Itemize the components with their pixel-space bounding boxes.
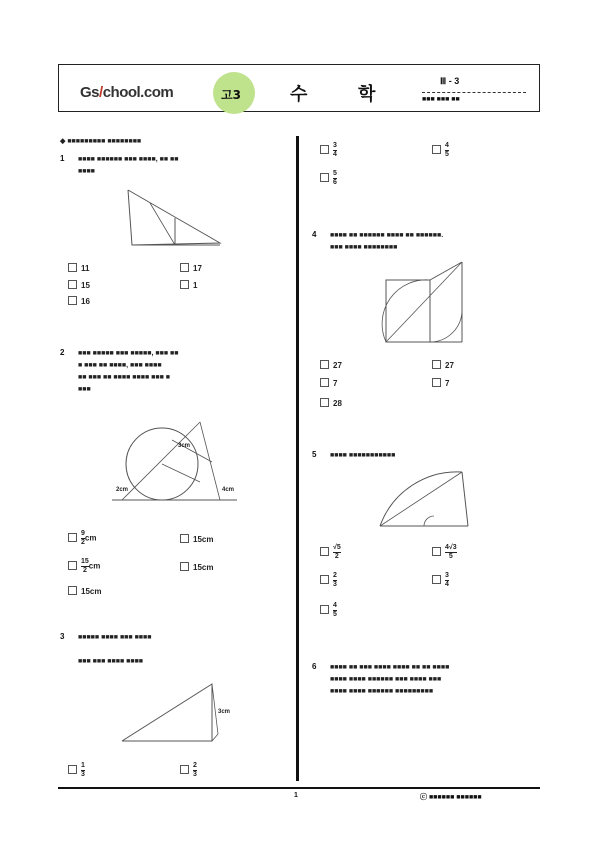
figure-label: 3cm	[178, 443, 191, 449]
sector-figure	[376, 468, 472, 532]
option-1[interactable]: 27	[320, 360, 342, 370]
unit-subtitle: ■■■ ■■■ ■■	[422, 92, 526, 103]
figure-label: 2cm	[116, 487, 129, 493]
subject-char-2: 학	[358, 84, 376, 105]
question-number: 4	[312, 230, 317, 239]
question-text-line: ■■■■ ■■■■ ■■■■■■ ■■■ ■■■■ ■■■	[330, 676, 442, 683]
question-text-line: ■■■■ ■■ ■■■ ■■■■ ■■■■ ■■ ■■ ■■■■	[330, 664, 450, 671]
option-3[interactable]: $\frac{3}{4}$	[320, 142, 337, 159]
option-4[interactable]: $\frac{3}{4}$	[432, 572, 449, 589]
question-text-line: ■■■■ ■■ ■■■■■■ ■■■■ ■■ ■■■■■■.	[330, 232, 444, 239]
option-5[interactable]: 16	[68, 296, 90, 306]
option-4[interactable]: $\frac{4}{5}$	[432, 142, 449, 159]
option-4[interactable]: 7	[432, 378, 449, 388]
page-number: 1	[294, 792, 298, 799]
question-text-line: ■■■■ ■■■■ ■■■■■■ ■■■■■■■■■	[330, 688, 434, 695]
question-number: 6	[312, 662, 317, 671]
option-5[interactable]: $\frac{5}{6}$	[320, 170, 337, 187]
triangle-figure-1	[120, 185, 230, 255]
option-5[interactable]: 28	[320, 398, 342, 408]
question-text-line: ■■■■ ■■■■■■■■■■■	[330, 452, 396, 459]
circle-tangent-figure	[112, 412, 242, 517]
column-divider	[296, 136, 299, 781]
option-2[interactable]: 17	[180, 263, 202, 273]
question-text-line: ■■ ■■■ ■■ ■■■■ ■■■■ ■■■ ■	[78, 374, 171, 381]
square-arc-figure	[378, 258, 468, 348]
question-number: 1	[60, 154, 65, 163]
option-2[interactable]: $\frac{4√3}{5}$	[432, 544, 457, 561]
unit-code: Ⅲ - 3	[440, 76, 460, 86]
option-3[interactable]: $\frac{15}{2}$ cm	[68, 558, 100, 575]
logo: Gs/chool.com	[80, 84, 174, 101]
question-number: 2	[60, 348, 65, 357]
option-2[interactable]: 15cm	[180, 534, 213, 544]
question-text-line: ■ ■■■ ■■ ■■■■, ■■■ ■■■■	[78, 362, 162, 369]
question-text-line: ■■■ ■■■■ ■■■■■■■■	[330, 244, 398, 251]
option-3[interactable]: $\frac{2}{3}$	[320, 572, 337, 589]
grade-badge-text: 고3	[221, 88, 241, 102]
footer-brand: ⓒ ■■■■■■ ■■■■■■	[420, 794, 482, 801]
footer-rule	[58, 787, 540, 789]
option-2[interactable]: 27	[432, 360, 454, 370]
option-1[interactable]: 11	[68, 263, 89, 273]
option-3[interactable]: 7	[320, 378, 337, 388]
option-5[interactable]: $\frac{4}{5}$	[320, 602, 337, 619]
option-4[interactable]: 1	[180, 280, 197, 290]
section-title: ◆ ■■■■■■■■■ ■■■■■■■■	[60, 138, 142, 145]
option-5[interactable]: 15cm	[68, 586, 101, 596]
question-text-line: ■■■ ■■■ ■■■■ ■■■■	[78, 658, 144, 665]
subject-char-1: 수	[290, 84, 308, 105]
option-1[interactable]: $\frac{√5}{2}$	[320, 544, 341, 561]
option-4[interactable]: 15cm	[180, 562, 213, 572]
question-text-line: ■■■■ ■■■■■■ ■■■ ■■■■, ■■ ■■	[78, 156, 179, 163]
question-text-line: ■■■■■ ■■■■ ■■■ ■■■■	[78, 634, 152, 641]
question-number: 5	[312, 450, 317, 459]
question-text-line: ■■■	[78, 386, 91, 393]
figure-label: 4cm	[222, 487, 235, 493]
figure-label: 3cm	[218, 709, 231, 715]
question-text-line: ■■■ ■■■■■ ■■■ ■■■■■, ■■■ ■■	[78, 350, 179, 357]
option-3[interactable]: 15	[68, 280, 90, 290]
right-triangle-figure	[120, 676, 230, 746]
option-1[interactable]: $\frac{1}{3}$	[68, 762, 85, 779]
question-text-line: ■■■■	[78, 168, 95, 175]
option-2[interactable]: $\frac{2}{3}$	[180, 762, 197, 779]
question-number: 3	[60, 632, 65, 641]
option-1[interactable]: $\frac{9}{2}$ cm	[68, 530, 96, 547]
